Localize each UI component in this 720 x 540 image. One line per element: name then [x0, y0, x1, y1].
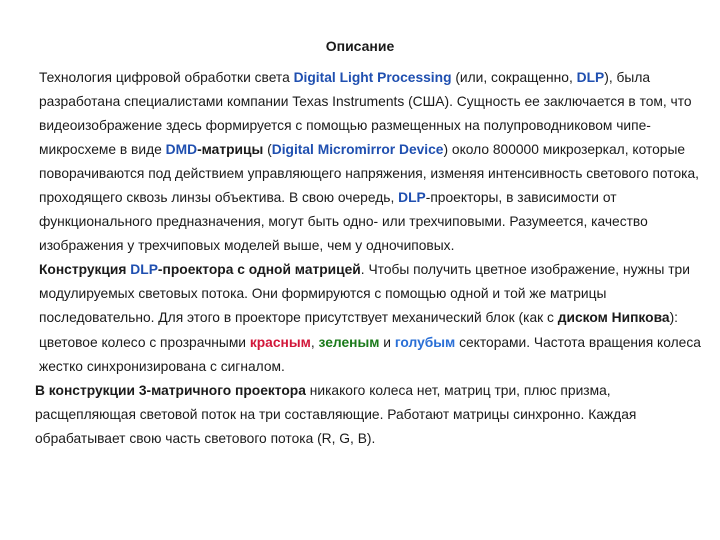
page-title: Описание — [325, 38, 395, 54]
text: и — [379, 334, 395, 350]
text: секторами. Частота вращения колеса жестко синхронизирована с сигналом. — [39, 334, 701, 374]
term-red: красным — [249, 334, 311, 350]
description-body — [21, 66, 707, 451]
paragraph-dlp-technology — [21, 66, 707, 258]
text: . Чтобы получить цветное изображение, нужны три модулируемых световых потока. Они формируются с помощью одной и той же матрицы последовательно. Для этого в проекторе присутствует механический блок (как с — [39, 262, 690, 326]
text: , — [310, 334, 319, 350]
text: ) около 800000 микрозеркал, которые поворачиваются под действием управляющего напряжения, изменяя интенсивность светового потока, проходящего сквозь линзы объектива. В свою очередь, — [39, 142, 699, 206]
text: ), была разработана специалистами компании Texas Instruments (США). Сущность ее заключается в том, что видеоизображение здесь формируется с помощью размещенных на полупроводниковом чипе-микросхеме в виде — [39, 70, 692, 158]
text: ( — [263, 142, 272, 158]
term-nipkow-disk: диском Нипкова — [557, 310, 670, 326]
term-green: зеленым — [318, 334, 380, 350]
term-dlp: DLP — [576, 70, 605, 85]
term-dmd-suffix: -матрицы — [197, 142, 264, 158]
paragraph-single-matrix — [21, 258, 707, 378]
text: -проекторы, в зависимости от функционального предназначения, могут быть одно- или трехчиповыми. Разумеется, качество изображения у трехчиповых моделей выше, чем у одночиповых. — [39, 190, 648, 254]
term-dlp: DLP — [398, 190, 426, 206]
term-blue: голубым — [394, 334, 456, 350]
heading-single-matrix-rest: -проектора с одной матрицей — [157, 262, 361, 278]
text: ): цветовое колесо с прозрачными — [39, 310, 678, 350]
text: никакого колеса нет, матриц три, плюс призма, расщепляющая световой поток на три составляющие. Работают матрицы синхронно. Каждая обрабатывает свою часть светового потока (R, G, B). — [35, 382, 637, 446]
heading-single-matrix: Конструкция — [39, 262, 131, 278]
text: Технология цифровой обработки света — [39, 70, 294, 85]
term-digital-micromirror-device: Digital Micromirror Device — [271, 142, 444, 158]
term-dlp: DLP — [130, 262, 158, 278]
paragraph-three-matrix — [21, 379, 707, 451]
heading-three-matrix: В конструкции 3-матричного проектора — [35, 382, 306, 398]
term-dmd: DMD — [165, 142, 198, 158]
text: (или, сокращенно, — [451, 70, 577, 85]
term-digital-light-processing: Digital Light Processing — [293, 70, 452, 85]
